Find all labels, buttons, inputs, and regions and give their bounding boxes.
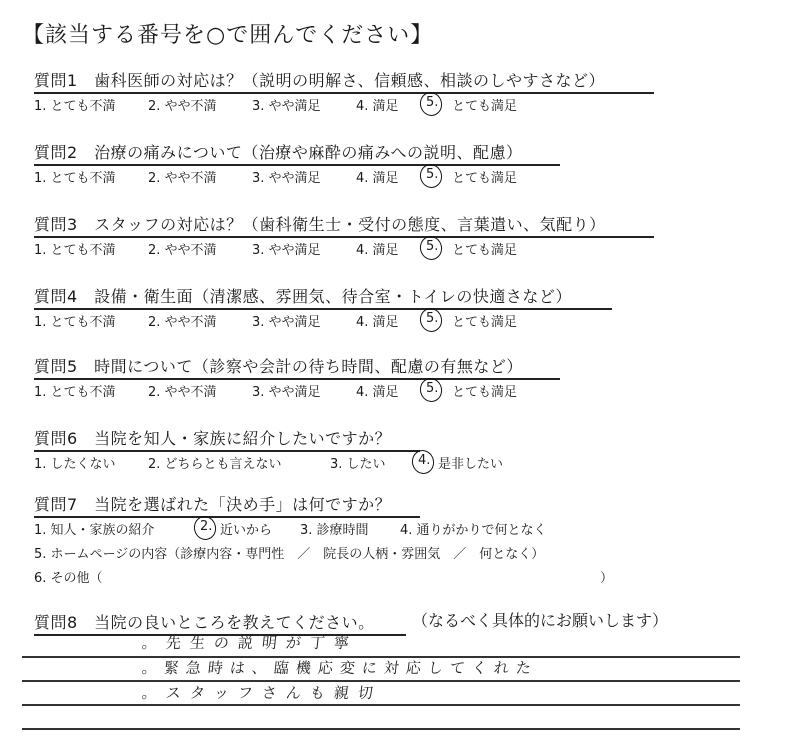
question-2-title: 質問2 治療の痛みについて（治療や麻酔の痛みへの説明、配慮） xyxy=(34,143,523,162)
q3-option-5[interactable]: 5. xyxy=(426,239,439,254)
q3-option-2[interactable]: 2. やや不満 xyxy=(148,243,217,258)
question-3-title: 質問3 スタッフの対応は？（歯科衛生士・受付の態度、言葉遣い、気配り） xyxy=(34,215,606,234)
handwritten-answer-1: 。先生の説明が丁寧 xyxy=(141,634,359,652)
q5-option-3[interactable]: 3. やや満足 xyxy=(252,385,321,400)
q7-option-1[interactable]: 1. 知人・家族の紹介 xyxy=(34,523,155,538)
question-7-underline xyxy=(34,516,420,518)
q4-option-5[interactable]: 5. xyxy=(426,311,439,326)
question-8-note: （なるべく具体的にお願いします） xyxy=(412,611,669,630)
q7-option-3[interactable]: 3. 診療時間 xyxy=(300,523,369,538)
q1-option-5[interactable]: 5. xyxy=(426,95,439,110)
q7-option-6-close: ） xyxy=(600,571,614,586)
q5-option-1[interactable]: 1. とても不満 xyxy=(34,385,116,400)
q4-option-4[interactable]: 4. 満足 xyxy=(356,315,399,330)
answer-line-3 xyxy=(22,704,740,706)
q3-option-3[interactable]: 3. やや満足 xyxy=(252,243,321,258)
q1-option-1[interactable]: 1. とても不満 xyxy=(34,99,116,114)
q2-option-2[interactable]: 2. やや不満 xyxy=(148,171,217,186)
q5-option-5-label: とても満足 xyxy=(452,385,518,400)
q2-option-5-label: とても満足 xyxy=(452,171,518,186)
q6-option-4[interactable]: 4. xyxy=(418,453,431,468)
question-4-title: 質問4 設備・衛生面（清潔感、雰囲気、待合室・トイレの快適さなど） xyxy=(34,287,572,306)
q6-option-3[interactable]: 3. したい xyxy=(330,457,386,472)
q7-option-5[interactable]: 5. ホームページの内容（診療内容・専門性 ／ 院長の人柄・雰囲気 ／ 何となく） xyxy=(34,547,545,562)
q3-option-4[interactable]: 4. 満足 xyxy=(356,243,399,258)
question-1-underline xyxy=(34,92,654,94)
question-2-underline xyxy=(34,164,560,166)
handwritten-answer-2: 。緊急時は、臨機応変に対応してくれた xyxy=(141,659,539,677)
q2-option-3[interactable]: 3. やや満足 xyxy=(252,171,321,186)
q4-option-2[interactable]: 2. やや不満 xyxy=(148,315,217,330)
q1-option-3[interactable]: 3. やや満足 xyxy=(252,99,321,114)
q1-option-5-label: とても満足 xyxy=(452,99,518,114)
q3-option-1[interactable]: 1. とても不満 xyxy=(34,243,116,258)
q4-option-5-label: とても満足 xyxy=(452,315,518,330)
q7-option-4[interactable]: 4. 通りがかりで何となく xyxy=(400,523,547,538)
question-4-underline xyxy=(34,308,612,310)
q2-option-4[interactable]: 4. 満足 xyxy=(356,171,399,186)
q2-option-1[interactable]: 1. とても不満 xyxy=(34,171,116,186)
q7-option-2-label: 近いから xyxy=(220,523,273,538)
form-header: 【該当する番号を○で囲んでください】 xyxy=(22,23,434,48)
q6-option-2[interactable]: 2. どちらとも言えない xyxy=(148,457,282,472)
q5-option-2[interactable]: 2. やや不満 xyxy=(148,385,217,400)
q1-option-2[interactable]: 2. やや不満 xyxy=(148,99,217,114)
question-5-title: 質問5 時間について（診察や会計の待ち時間、配慮の有無など） xyxy=(34,357,523,376)
q4-option-3[interactable]: 3. やや満足 xyxy=(252,315,321,330)
answer-line-4 xyxy=(22,728,740,730)
handwritten-answer-3: 。スタッフさんも親切 xyxy=(141,684,383,702)
question-7-title: 質問7 当院を選ばれた「決め手」は何ですか？ xyxy=(34,495,392,514)
q7-option-6-label: 6. その他（ xyxy=(34,571,103,586)
q7-option-2[interactable]: 2. xyxy=(200,519,213,534)
question-1-title: 質問1 歯科医師の対応は？（説明の明解さ、信頼感、相談のしやすさなど） xyxy=(34,71,606,90)
q2-option-5[interactable]: 5. xyxy=(426,167,439,182)
question-6-title: 質問6 当院を知人・家族に紹介したいですか？ xyxy=(34,429,392,448)
question-3-underline xyxy=(34,236,654,238)
q1-option-4[interactable]: 4. 満足 xyxy=(356,99,399,114)
q5-option-5[interactable]: 5. xyxy=(426,381,439,396)
q6-option-1[interactable]: 1. したくない xyxy=(34,457,116,472)
question-6-underline xyxy=(34,450,420,452)
question-5-underline xyxy=(34,378,560,380)
q4-option-1[interactable]: 1. とても不満 xyxy=(34,315,116,330)
q6-option-4-label: 是非したい xyxy=(438,457,504,472)
question-8-title: 質問8 当院の良いところを教えてください。 xyxy=(34,613,375,632)
q3-option-5-label: とても満足 xyxy=(452,243,518,258)
q5-option-4[interactable]: 4. 満足 xyxy=(356,385,399,400)
